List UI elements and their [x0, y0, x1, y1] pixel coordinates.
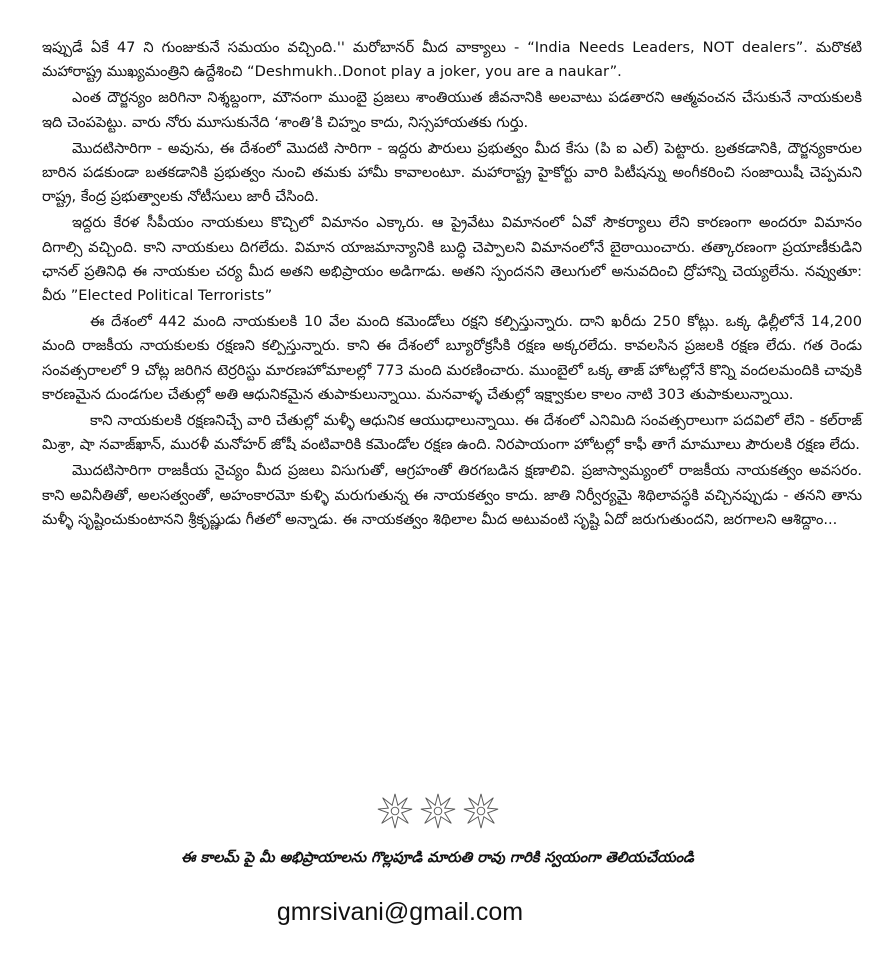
paragraph-4: ఇద్దరు కేరళ సీపీయం నాయకులు కొచ్చిలో విమానం ఎక్కారు. ఆ ప్రైవేటు విమానంలో ఏవో సౌకర్యాలు లేని కారణంగా అందరూ విమానం దిగాల్సి వచ్చింది. కాని నాయకులు దిగలేదు. విమాన యాజమాన్యానికి బుద్ధి చెప్పాలని విమానంలోనే బైఠాయించారు. తత్కారణంగా ప్రయాణీకుడిని ఛానల్ ప్రతినిధి ఈ నాయకుల చర్య మీద అతని అభిప్రాయం అడిగాడు. అతని స్పందనని తెలుగులో అనువదించి ద్రోహాన్ని చెయ్యలేను. నవ్వుతూ: వీరు ”Elected Political Terrorists”	[42, 214, 862, 305]
paragraph-6: కాని నాయకులకి రక్షణనిచ్చే వారి చేతుల్లో మళ్ళీ ఆధునిక ఆయుధాలున్నాయి. ఈ దేశంలో ఎనిమిది సంవత్సరాలుగా పదవిలో లేని - కల్‌రాజ్ మిశ్రా, షా నవాజ్‌ఖాన్, మురళీ మనోహర్ జోషీ వంటివారికి కమెండోల రక్షణ ఉంది. నిరపాయంగా హోటల్లో కాఫీ తాగే మామూలు పౌరులకి రక్షణ లేదు.	[42, 412, 862, 454]
feedback-note: ఈ కాలమ్ పై మీ అభిప్రాయాలను గొల్లపూడి మారుతి రావు గారికి స్వయంగా తెలియచేయండి	[181, 850, 694, 866]
section-divider	[376, 792, 500, 832]
starburst-icon	[462, 792, 500, 830]
paragraph-1: ఇప్పుడే ఏకే 47 ని గుంజుకునే సమయం వచ్చింది.'' మరోబానర్ మీద వాక్యాలు - “India Needs Leaders, NOT dealers”. మరొకటి మహారాష్ట్ర ముఖ్యమంత్రిని ఉద్దేశించి “Deshmukh..Donot play a joker, you are a naukar”.	[42, 39, 862, 81]
starburst-icon	[376, 792, 414, 830]
paragraph-2: ఎంత దౌర్జన్యం జరిగినా నిశ్శబ్దంగా, మౌనంగా ముంబై ప్రజలు శాంతియుత జీవనానికి అలవాటు పడతారని ఆత్మవంచన చేసుకునే నాయకులకి ఇది చెంపపెట్టు. వారు నోరు మూసుకునేది ‘శాంతి’కి చిహ్నం కాదు, నిస్సహాయతకు గుర్తు.	[42, 89, 862, 131]
starburst-icon	[419, 792, 457, 830]
article-body	[42, 36, 862, 534]
contact-email[interactable]: gmrsivani@gmail.com	[276, 898, 524, 926]
paragraph-5: ఈ దేశంలో 442 మంది నాయకులకి 10 వేల మంది కమెండోలు రక్షని కల్పిస్తున్నారు. దాని ఖరీదు 250 కోట్లు. ఒక్క ఢిల్లీలోనే 14,200 మంది రాజకీయ నాయకులకు రక్షణని కల్పిస్తున్నారు. కాని ఈ దేశంలో బ్యూరోక్రసీకి రక్షణ అక్కరలేదు. కావలసిన ప్రజలకి రక్షణ లేదు. గత రెండు సంవత్సరాలలో 9 చోట్ల జరిగిన టెర్రరిస్టు మారణహోమాలల్లో 773 మంది మరణించారు. ముంబైలో ఒక్క తాజ్ హోటల్లోనే కొన్ని వందలమందికి చావుకి కారణమైన దుండగుల చేతుల్లో అతి ఆధునికమైన తుపాకులున్నాయి. మనవాళ్ళ చేతుల్లో ఇక్ష్వాకుల కాలం నాటి 303 తుపాకులున్నాయి.	[42, 313, 862, 403]
paragraph-3: మొదటిసారిగా - అవును, ఈ దేశంలో మొదటి సారిగా - ఇద్దరు పౌరులు ప్రభుత్వం మీద కేసు (పి ఐ ఎల్) పెట్టారు. బ్రతకడానికి, దౌర్జన్యకారుల బారిన పడకుండా బతకడానికి ప్రభుత్వం నుంచి తమకు హామీ కావాలంటూ. మహారాష్ట్ర హైకోర్టు వారి పిటీషన్ను అంగీకరించి సంజాయిషీ చెప్పమని రాష్ట్ర, కేంద్ర ప్రభుత్వాలకు నోటీసులు జారీ చేసింది.	[42, 139, 862, 206]
paragraph-7: మొదటిసారిగా రాజకీయ నైచ్యం మీద ప్రజలు విసుగుతో, ఆగ్రహంతో తిరగబడిన క్షణాలివి. ప్రజాస్వామ్యంలో రాజకీయ నాయకత్వం అవసరం. కాని అవినీతితో, అలసత్వంతో, అహంకారమో కుళ్ళి మరుగుతున్న ఈ నాయకత్వం కాదు. జాతి నిర్వీర్యమై శిథిలావస్థకి వచ్చినప్పుడు - తనని తాను మళ్ళీ సృష్టించుకుంటానని శ్రీకృష్ణుడు గీతలో అన్నాడు. ఈ నాయకత్వం శిథిలాల మీద అటువంటి సృష్టి ఏదో జరుగుతుందని, జరగాలని ఆశిద్దాం...	[42, 462, 862, 528]
